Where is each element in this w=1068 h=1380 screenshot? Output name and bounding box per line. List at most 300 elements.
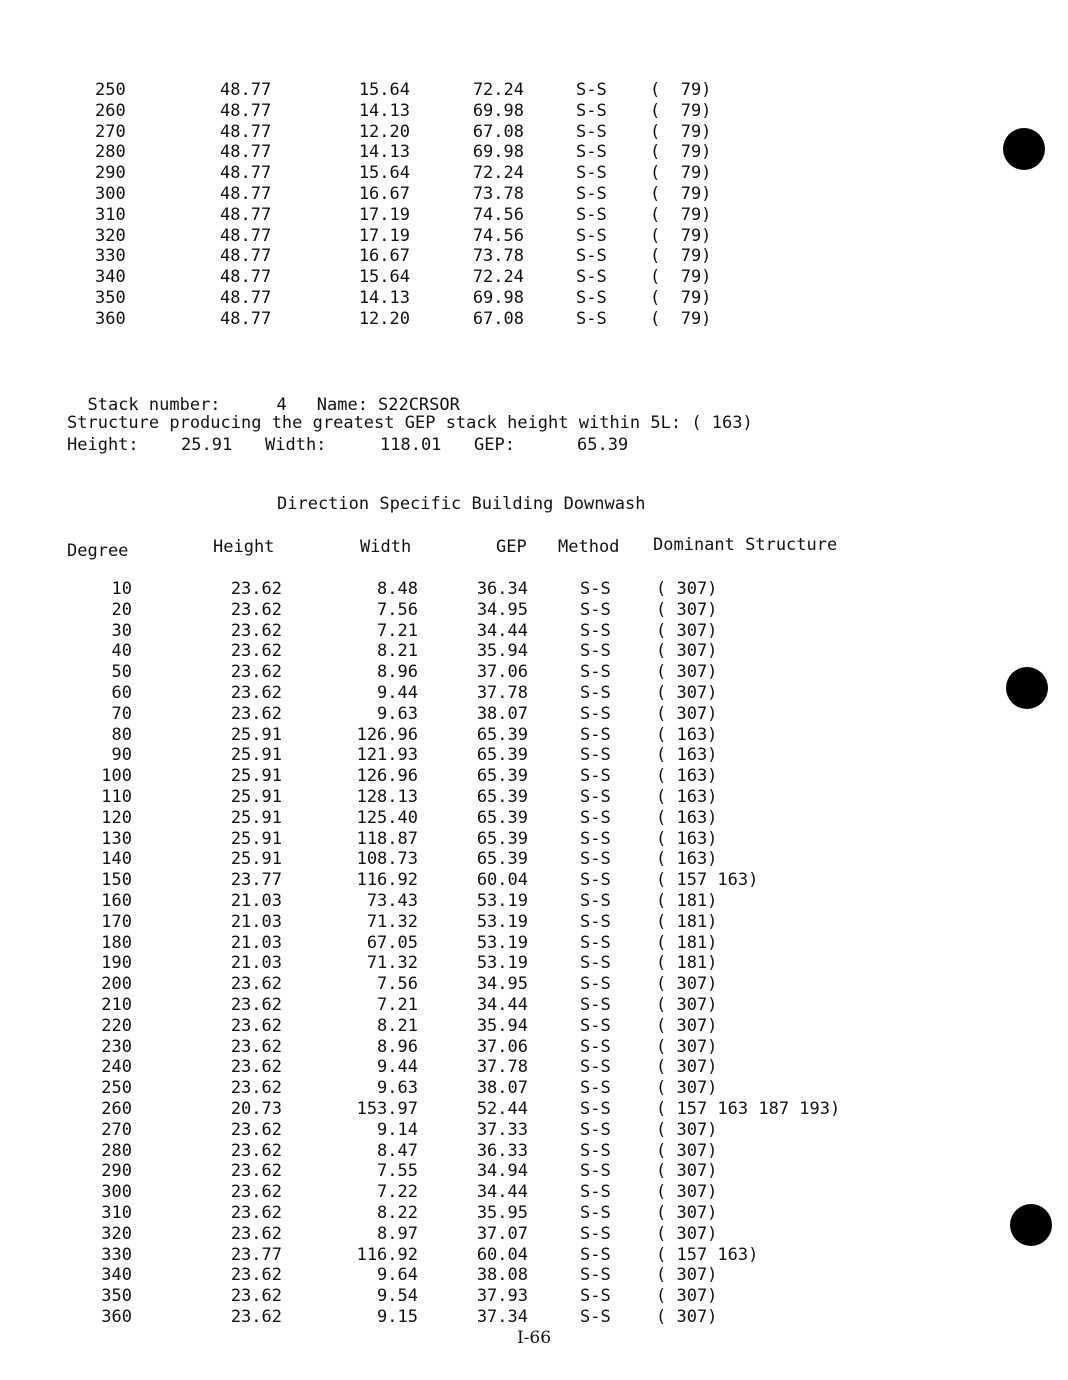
table-row [0, 933, 1000, 954]
cell-method: S-S [580, 849, 611, 870]
cell-dominant: ( 79) [650, 80, 712, 100]
cell-height: 48.77 [220, 225, 272, 246]
col-header-height: Height [213, 537, 275, 557]
cell-method: S-S [580, 1140, 611, 1161]
cell-height: 23.62 [230, 1015, 282, 1036]
cell-degree: 340 [101, 1265, 132, 1286]
cell-method: S-S [580, 1015, 611, 1036]
cell-method: S-S [580, 1265, 611, 1286]
cell-method: S-S [576, 184, 607, 204]
cell-degree: 190 [101, 953, 132, 974]
cell-width: 8.48 [377, 579, 418, 599]
cell-degree: 350 [95, 288, 126, 308]
width-value: 118.01 [380, 435, 442, 455]
cell-dominant: ( 163) [656, 828, 718, 849]
cell-method: S-S [580, 1182, 611, 1203]
cell-height: 23.62 [230, 641, 282, 662]
cell-degree: 280 [95, 142, 126, 163]
cell-width: 8.22 [377, 1203, 418, 1223]
table-row [0, 621, 1000, 642]
cell-degree: 320 [95, 225, 126, 246]
cell-height: 23.62 [230, 974, 282, 995]
cell-height: 23.62 [230, 1078, 282, 1099]
cell-gep: 34.44 [476, 995, 528, 1015]
cell-degree: 130 [101, 828, 132, 849]
cell-method: S-S [576, 267, 607, 288]
cell-width: 126.96 [356, 724, 418, 745]
cell-degree: 230 [101, 1036, 132, 1057]
cell-method: S-S [580, 1161, 611, 1182]
cell-dominant: ( 163) [656, 745, 718, 766]
table-row [0, 101, 1000, 122]
cell-gep: 37.06 [476, 662, 528, 683]
cell-height: 48.77 [220, 100, 272, 121]
cell-height: 48.77 [220, 308, 272, 329]
cell-dominant: ( 307) [656, 974, 718, 995]
col-header-width: Width [360, 537, 412, 557]
cell-degree: 30 [111, 620, 132, 641]
cell-width: 7.55 [377, 1161, 418, 1182]
cell-dominant: ( 307) [656, 1057, 718, 1078]
cell-degree: 160 [101, 891, 132, 911]
cell-width: 71.32 [366, 953, 418, 974]
cell-method: S-S [580, 724, 611, 745]
cell-degree: 20 [111, 599, 132, 620]
cell-method: S-S [580, 620, 611, 641]
cell-height: 25.91 [230, 849, 282, 870]
cell-dominant: ( 163) [656, 724, 718, 745]
cell-degree: 100 [101, 766, 132, 787]
cell-dominant: ( 307) [656, 1265, 718, 1286]
cell-gep: 74.56 [472, 225, 524, 246]
table-row [0, 974, 1000, 995]
cell-degree: 270 [101, 1119, 132, 1140]
cell-gep: 69.98 [472, 100, 524, 121]
cell-gep: 38.07 [476, 703, 528, 724]
cell-gep: 65.39 [476, 724, 528, 745]
cell-width: 126.96 [356, 766, 418, 787]
cell-degree: 80 [111, 724, 132, 745]
cell-gep: 35.94 [476, 641, 528, 662]
cell-gep: 67.08 [472, 308, 524, 329]
cell-degree: 180 [101, 932, 132, 953]
stack-name-label: Name: [316, 395, 368, 415]
cell-dominant: ( 307) [656, 599, 718, 620]
cell-gep: 65.39 [476, 849, 528, 870]
cell-height: 25.91 [230, 745, 282, 766]
cell-degree: 260 [95, 100, 126, 121]
cell-degree: 320 [101, 1223, 132, 1244]
cell-gep: 37.78 [476, 683, 528, 703]
cell-method: S-S [580, 641, 611, 662]
cell-method: S-S [580, 1286, 611, 1307]
cell-gep: 52.44 [476, 1099, 528, 1119]
cell-height: 23.62 [230, 1203, 282, 1223]
cell-degree: 220 [101, 1015, 132, 1036]
cell-width: 14.13 [358, 142, 410, 163]
cell-degree: 150 [101, 870, 132, 891]
cell-height: 23.62 [230, 683, 282, 703]
cell-method: S-S [580, 1036, 611, 1057]
cell-degree: 200 [101, 974, 132, 995]
cell-degree: 360 [101, 1307, 132, 1327]
height-value: 25.91 [181, 435, 233, 455]
cell-method: S-S [580, 974, 611, 995]
table-row [0, 641, 1000, 662]
cell-degree: 330 [101, 1244, 132, 1265]
table-row [0, 184, 1000, 205]
table-row [0, 600, 1000, 621]
page-number: I-66 [516, 1328, 552, 1348]
table-row [0, 787, 1000, 808]
cell-method: S-S [576, 163, 607, 184]
cell-dominant: ( 181) [656, 911, 718, 932]
cell-gep: 65.39 [476, 828, 528, 849]
cell-width: 8.96 [377, 1036, 418, 1057]
cell-gep: 35.95 [476, 1203, 528, 1223]
cell-degree: 240 [101, 1057, 132, 1078]
cell-method: S-S [580, 1223, 611, 1244]
cell-width: 15.64 [358, 80, 410, 100]
cell-width: 17.19 [358, 204, 410, 225]
cell-dominant: ( 79) [650, 163, 712, 184]
cell-gep: 37.78 [476, 1057, 528, 1078]
cell-degree: 290 [101, 1161, 132, 1182]
cell-height: 25.91 [230, 766, 282, 787]
cell-degree: 210 [101, 995, 132, 1015]
cell-gep: 37.93 [476, 1286, 528, 1307]
cell-height: 23.62 [230, 620, 282, 641]
table-row [0, 226, 1000, 247]
table-row [0, 1120, 1000, 1141]
cell-gep: 65.39 [476, 787, 528, 807]
cell-gep: 34.94 [476, 1161, 528, 1182]
cell-width: 9.54 [377, 1286, 418, 1307]
cell-gep: 37.07 [476, 1223, 528, 1244]
cell-method: S-S [580, 1244, 611, 1265]
table-row [0, 1307, 1000, 1328]
cell-method: S-S [580, 662, 611, 683]
cell-width: 8.97 [377, 1223, 418, 1244]
cell-dominant: ( 307) [656, 1223, 718, 1244]
cell-width: 116.92 [356, 870, 418, 891]
cell-width: 108.73 [356, 849, 418, 870]
stack-number-value: 4 [276, 395, 287, 415]
cell-width: 15.64 [358, 163, 410, 184]
cell-degree: 350 [101, 1286, 132, 1307]
cell-gep: 34.44 [476, 620, 528, 641]
cell-gep: 60.04 [476, 1244, 528, 1265]
table-row [0, 1203, 1000, 1224]
cell-method: S-S [576, 246, 607, 267]
cell-dominant: ( 307) [656, 1119, 718, 1140]
cell-width: 9.44 [377, 683, 418, 703]
cell-height: 48.77 [220, 204, 272, 225]
cell-width: 128.13 [356, 787, 418, 807]
cell-method: S-S [576, 288, 607, 308]
table-row [0, 1286, 1000, 1307]
cell-gep: 72.24 [472, 267, 524, 288]
cell-height: 48.77 [220, 246, 272, 267]
table-row [0, 309, 1000, 330]
cell-height: 25.91 [230, 828, 282, 849]
cell-degree: 140 [101, 849, 132, 870]
table-row [0, 246, 1000, 267]
cell-width: 12.20 [358, 121, 410, 142]
cell-degree: 170 [101, 911, 132, 932]
cell-width: 73.43 [366, 891, 418, 911]
cell-width: 7.56 [377, 974, 418, 995]
cell-width: 14.13 [358, 288, 410, 308]
cell-height: 48.77 [220, 267, 272, 288]
cell-gep: 34.95 [476, 599, 528, 620]
table-row [0, 662, 1000, 683]
cell-method: S-S [576, 204, 607, 225]
cell-height: 25.91 [230, 807, 282, 828]
cell-dominant: ( 79) [650, 184, 712, 204]
cell-dominant: ( 79) [650, 204, 712, 225]
cell-gep: 65.39 [476, 745, 528, 766]
cell-dominant: ( 307) [656, 1182, 718, 1203]
table-row [0, 704, 1000, 725]
cell-gep: 37.33 [476, 1119, 528, 1140]
cell-height: 48.77 [220, 80, 272, 100]
cell-method: S-S [580, 599, 611, 620]
cell-height: 23.62 [230, 1140, 282, 1161]
cell-degree: 310 [95, 204, 126, 225]
cell-dominant: ( 307) [656, 620, 718, 641]
cell-width: 7.21 [377, 620, 418, 641]
cell-gep: 60.04 [476, 870, 528, 891]
cell-height: 23.62 [230, 703, 282, 724]
cell-degree: 40 [111, 641, 132, 662]
cell-height: 21.03 [230, 911, 282, 932]
cell-method: S-S [580, 995, 611, 1015]
cell-width: 7.21 [377, 995, 418, 1015]
cell-dominant: ( 307) [656, 662, 718, 683]
height-width-gep-line [67, 435, 767, 456]
cell-method: S-S [580, 787, 611, 807]
cell-height: 23.62 [230, 1223, 282, 1244]
cell-width: 8.21 [377, 1015, 418, 1036]
cell-gep: 53.19 [476, 911, 528, 932]
table-row [0, 849, 1000, 870]
cell-dominant: ( 157 163) [656, 1244, 759, 1265]
table-row [0, 579, 1000, 600]
cell-height: 25.91 [230, 787, 282, 807]
cell-dominant: ( 307) [656, 1078, 718, 1099]
table-row [0, 1078, 1000, 1099]
cell-height: 21.03 [230, 932, 282, 953]
cell-degree: 260 [101, 1099, 132, 1119]
table-row [0, 870, 1000, 891]
cell-height: 23.62 [230, 662, 282, 683]
cell-dominant: ( 181) [656, 932, 718, 953]
cell-degree: 270 [95, 121, 126, 142]
cell-height: 23.62 [230, 1119, 282, 1140]
cell-width: 7.22 [377, 1182, 418, 1203]
cell-height: 23.62 [230, 1307, 282, 1327]
cell-dominant: ( 79) [650, 308, 712, 329]
cell-height: 48.77 [220, 184, 272, 204]
cell-height: 23.62 [230, 1057, 282, 1078]
table-row [0, 745, 1000, 766]
punch-hole-middle [1006, 667, 1048, 709]
table-row [0, 683, 1000, 704]
cell-dominant: ( 307) [656, 1015, 718, 1036]
cell-method: S-S [580, 703, 611, 724]
cell-dominant: ( 79) [650, 288, 712, 308]
cell-method: S-S [580, 932, 611, 953]
cell-dominant: ( 307) [656, 683, 718, 703]
cell-width: 15.64 [358, 267, 410, 288]
cell-gep: 38.08 [476, 1265, 528, 1286]
cell-gep: 53.19 [476, 953, 528, 974]
cell-width: 8.96 [377, 662, 418, 683]
col-header-gep: GEP [496, 537, 527, 557]
cell-dominant: ( 307) [656, 995, 718, 1015]
cell-method: S-S [580, 911, 611, 932]
cell-width: 67.05 [366, 932, 418, 953]
cell-dominant: ( 307) [656, 641, 718, 662]
cell-height: 20.73 [230, 1099, 282, 1119]
table-row [0, 1016, 1000, 1037]
cell-gep: 53.19 [476, 932, 528, 953]
cell-gep: 65.39 [476, 766, 528, 787]
cell-height: 23.62 [230, 1182, 282, 1203]
cell-gep: 65.39 [476, 807, 528, 828]
section-title: Direction Specific Building Downwash [277, 494, 646, 514]
cell-method: S-S [580, 683, 611, 703]
cell-method: S-S [580, 766, 611, 787]
cell-dominant: ( 307) [656, 1140, 718, 1161]
cell-degree: 70 [111, 703, 132, 724]
cell-gep: 72.24 [472, 80, 524, 100]
cell-degree: 50 [111, 662, 132, 683]
cell-gep: 73.78 [472, 246, 524, 267]
cell-dominant: ( 163) [656, 787, 718, 807]
table-row [0, 1182, 1000, 1203]
table-row [0, 163, 1000, 184]
cell-height: 23.62 [230, 1286, 282, 1307]
stack-number-line [67, 374, 460, 416]
cell-degree: 280 [101, 1140, 132, 1161]
cell-method: S-S [576, 80, 607, 100]
cell-dominant: ( 307) [656, 1286, 718, 1307]
cell-gep: 67.08 [472, 121, 524, 142]
table-row [0, 1037, 1000, 1058]
cell-degree: 250 [101, 1078, 132, 1099]
cell-height: 48.77 [220, 121, 272, 142]
cell-height: 23.62 [230, 1265, 282, 1286]
structure-line: Structure producing the greatest GEP stack height within 5L: ( 163) [67, 413, 753, 433]
cell-method: S-S [576, 100, 607, 121]
cell-width: 9.64 [377, 1265, 418, 1286]
cell-dominant: ( 307) [656, 1161, 718, 1182]
cell-dominant: ( 79) [650, 246, 712, 267]
stack-number-label: Stack number: [87, 395, 221, 415]
cell-width: 153.97 [356, 1099, 418, 1119]
cell-degree: 250 [95, 80, 126, 100]
cell-width: 9.15 [377, 1307, 418, 1327]
cell-width: 16.67 [358, 246, 410, 267]
cell-width: 8.47 [377, 1140, 418, 1161]
cell-dominant: ( 307) [656, 703, 718, 724]
cell-width: 16.67 [358, 184, 410, 204]
cell-height: 23.62 [230, 1036, 282, 1057]
gep-label: GEP: [474, 435, 515, 455]
cell-method: S-S [580, 1057, 611, 1078]
cell-gep: 73.78 [472, 184, 524, 204]
cell-gep: 74.56 [472, 204, 524, 225]
cell-width: 121.93 [356, 745, 418, 766]
cell-degree: 340 [95, 267, 126, 288]
table-row [0, 267, 1000, 288]
cell-degree: 360 [95, 308, 126, 329]
cell-dominant: ( 307) [656, 1036, 718, 1057]
cell-degree: 300 [95, 184, 126, 204]
cell-method: S-S [580, 807, 611, 828]
cell-dominant: ( 157 163) [656, 870, 759, 891]
cell-height: 23.62 [230, 599, 282, 620]
cell-method: S-S [580, 1203, 611, 1223]
cell-width: 17.19 [358, 225, 410, 246]
table-row [0, 142, 1000, 163]
cell-width: 9.14 [377, 1119, 418, 1140]
cell-gep: 69.98 [472, 142, 524, 163]
stack-name-value: S22CRSOR [377, 395, 460, 415]
cell-gep: 35.94 [476, 1015, 528, 1036]
cell-gep: 36.34 [476, 579, 528, 599]
cell-height: 23.77 [230, 870, 282, 891]
cell-dominant: ( 163) [656, 807, 718, 828]
cell-method: S-S [580, 1119, 611, 1140]
cell-width: 116.92 [356, 1244, 418, 1265]
cell-dominant: ( 79) [650, 225, 712, 246]
cell-width: 9.63 [377, 703, 418, 724]
table-row [0, 808, 1000, 829]
cell-dominant: ( 163) [656, 766, 718, 787]
cell-height: 21.03 [230, 891, 282, 911]
table-row [0, 725, 1000, 746]
table-row [0, 891, 1000, 912]
table-row [0, 1141, 1000, 1162]
cell-method: S-S [576, 225, 607, 246]
table-row [0, 995, 1000, 1016]
height-label: Height: [67, 435, 139, 455]
punch-hole-top [1003, 128, 1045, 170]
cell-dominant: ( 79) [650, 121, 712, 142]
cell-height: 21.03 [230, 953, 282, 974]
cell-gep: 37.34 [476, 1307, 528, 1327]
cell-width: 14.13 [358, 100, 410, 121]
table-row [0, 1245, 1000, 1266]
cell-degree: 120 [101, 807, 132, 828]
cell-gep: 36.33 [476, 1140, 528, 1161]
cell-width: 9.63 [377, 1078, 418, 1099]
col-header-degree: Degree [67, 541, 129, 561]
punch-hole-bottom [1010, 1204, 1052, 1246]
table-row [0, 80, 1000, 101]
cell-degree: 330 [95, 246, 126, 267]
table-row [0, 1224, 1000, 1245]
cell-method: S-S [580, 1307, 611, 1327]
cell-height: 23.77 [230, 1244, 282, 1265]
cell-height: 48.77 [220, 288, 272, 308]
cell-gep: 69.98 [472, 288, 524, 308]
cell-method: S-S [580, 1078, 611, 1099]
table-row [0, 766, 1000, 787]
